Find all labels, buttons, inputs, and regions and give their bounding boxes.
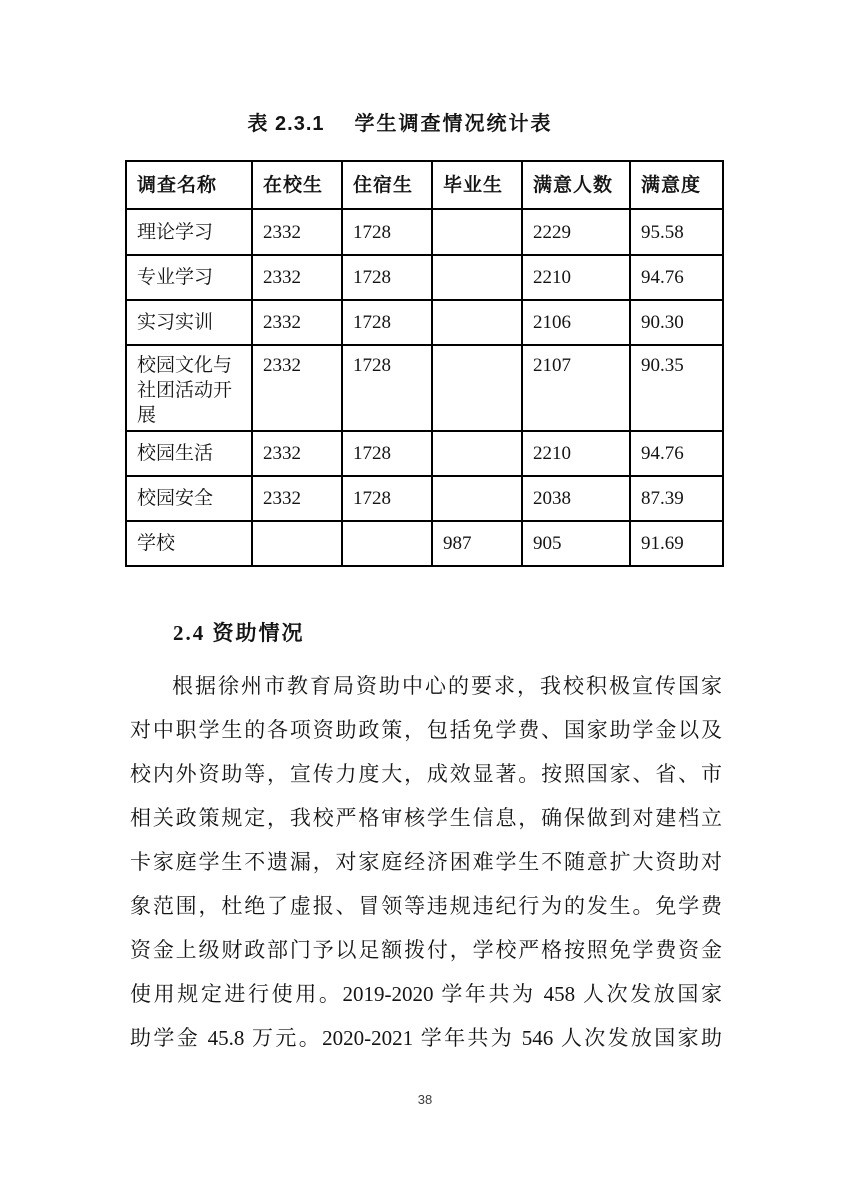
cell-satisfaction-rate: 90.30 xyxy=(630,300,723,345)
cell-graduates: 987 xyxy=(432,521,522,566)
cell-satisfied-count: 2038 xyxy=(522,476,630,521)
cell-satisfaction-rate: 87.39 xyxy=(630,476,723,521)
header-boarding-students: 住宿生 xyxy=(342,161,432,209)
cell-satisfaction-rate: 94.76 xyxy=(630,255,723,300)
table-row-internship-training xyxy=(126,300,723,345)
paragraph-line: 资金上级财政部门予以足额拨付，学校严格按照免学费资金 xyxy=(130,938,722,962)
cell-satisfied-count: 2210 xyxy=(522,431,630,476)
cell-enrolled: 2332 xyxy=(252,209,342,255)
cell-satisfaction-rate: 90.35 xyxy=(630,345,723,431)
cell-survey-name: 校园文化与社团活动开展 xyxy=(126,345,252,431)
paragraph-line: 助学金 45.8 万元。2020-2021 学年共为 546 人次发放国家助 xyxy=(130,1026,722,1050)
cell-survey-name: 校园生活 xyxy=(126,431,252,476)
table-caption-title: 学生调查情况统计表 xyxy=(354,113,553,135)
header-satisfaction-rate: 满意度 xyxy=(630,161,723,209)
cell-graduates xyxy=(432,300,522,345)
cell-boarding: 1728 xyxy=(342,209,432,255)
header-enrolled-students: 在校生 xyxy=(252,161,342,209)
table-row-campus-safety xyxy=(126,476,723,521)
cell-boarding: 1728 xyxy=(342,476,432,521)
paragraph-line: 对中职学生的各项资助政策，包括免学费、国家助学金以及 xyxy=(130,718,722,742)
cell-enrolled: 2332 xyxy=(252,476,342,521)
paragraph-line: 象范围，杜绝了虚报、冒领等违规违纪行为的发生。免学费 xyxy=(130,894,722,918)
header-survey-name: 调查名称 xyxy=(126,161,252,209)
cell-survey-name: 校园安全 xyxy=(126,476,252,521)
table-row-major-study xyxy=(126,255,723,300)
table-row-campus-culture xyxy=(126,345,723,431)
table-row-school xyxy=(126,521,723,566)
cell-boarding: 1728 xyxy=(342,255,432,300)
cell-satisfied-count: 905 xyxy=(522,521,630,566)
cell-enrolled xyxy=(252,521,342,566)
cell-survey-name: 学校 xyxy=(126,521,252,566)
header-satisfied-count: 满意人数 xyxy=(522,161,630,209)
cell-enrolled: 2332 xyxy=(252,431,342,476)
cell-graduates xyxy=(432,345,522,431)
cell-satisfaction-rate: 94.76 xyxy=(630,431,723,476)
student-survey-table xyxy=(125,160,724,567)
cell-graduates xyxy=(432,476,522,521)
table-row-campus-life xyxy=(126,431,723,476)
cell-survey-name: 理论学习 xyxy=(126,209,252,255)
table-caption xyxy=(0,107,800,136)
cell-graduates xyxy=(432,255,522,300)
cell-satisfied-count: 2107 xyxy=(522,345,630,431)
cell-boarding: 1728 xyxy=(342,431,432,476)
paragraph-line: 相关政策规定，我校严格审核学生信息，确保做到对建档立 xyxy=(130,806,722,830)
section-heading-funding: 2.4 资助情况 xyxy=(173,621,305,645)
paragraph-line: 使用规定进行使用。2019-2020 学年共为 458 人次发放国家 xyxy=(130,982,722,1006)
cell-satisfaction-rate: 91.69 xyxy=(630,521,723,566)
cell-survey-name: 实习实训 xyxy=(126,300,252,345)
paragraph-line: 校内外资助等，宣传力度大，成效显著。按照国家、省、市 xyxy=(130,762,722,786)
cell-boarding: 1728 xyxy=(342,345,432,431)
page-number: 38 xyxy=(417,1092,433,1107)
cell-satisfaction-rate: 95.58 xyxy=(630,209,723,255)
cell-survey-name: 专业学习 xyxy=(126,255,252,300)
cell-graduates xyxy=(432,431,522,476)
cell-enrolled: 2332 xyxy=(252,255,342,300)
table-caption-number: 表 2.3.1 xyxy=(247,113,325,135)
cell-enrolled: 2332 xyxy=(252,300,342,345)
cell-satisfied-count: 2106 xyxy=(522,300,630,345)
paragraph-line: 根据徐州市教育局资助中心的要求，我校积极宣传国家 xyxy=(172,674,722,698)
table-row-theory-study xyxy=(126,209,723,255)
cell-graduates xyxy=(432,209,522,255)
cell-boarding: 1728 xyxy=(342,300,432,345)
cell-enrolled: 2332 xyxy=(252,345,342,431)
cell-satisfied-count: 2210 xyxy=(522,255,630,300)
paragraph-line: 卡家庭学生不遗漏，对家庭经济困难学生不随意扩大资助对 xyxy=(130,850,722,874)
table-header-row xyxy=(126,161,723,209)
cell-boarding xyxy=(342,521,432,566)
header-graduates: 毕业生 xyxy=(432,161,522,209)
funding-paragraph xyxy=(130,664,722,1060)
cell-satisfied-count: 2229 xyxy=(522,209,630,255)
